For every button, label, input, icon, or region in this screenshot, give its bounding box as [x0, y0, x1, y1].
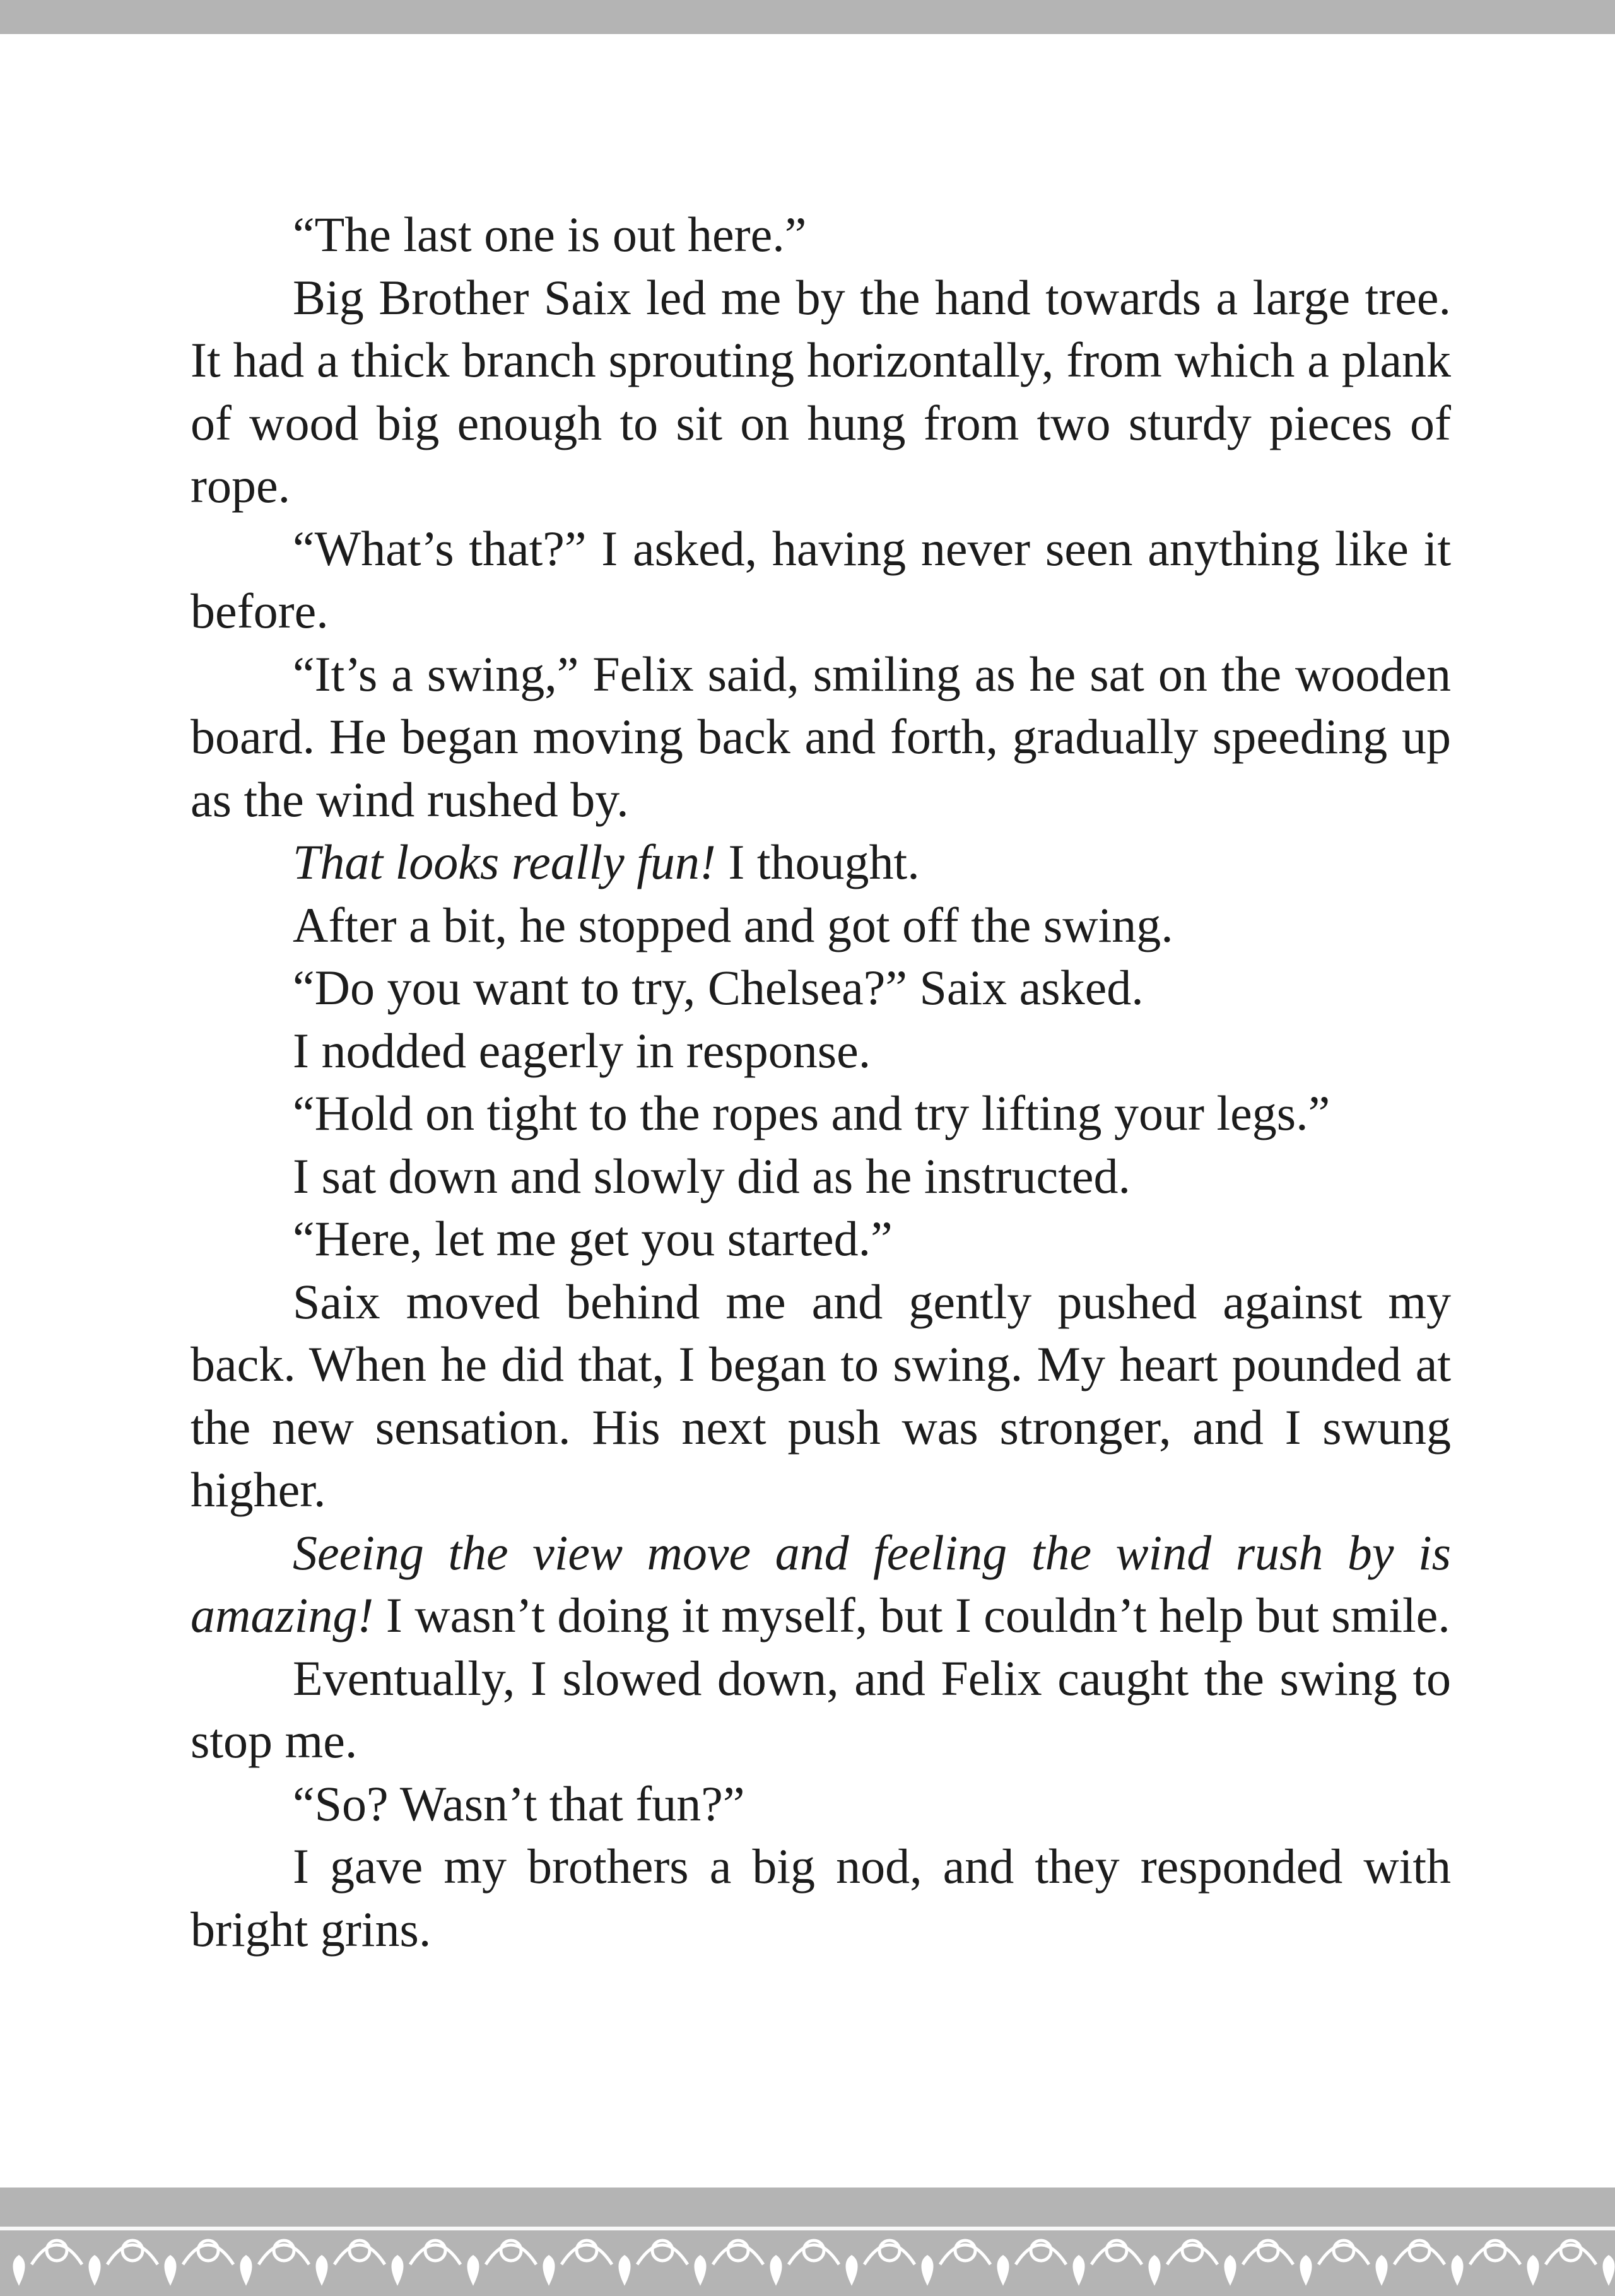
- ornament-motif: [393, 2240, 461, 2282]
- paragraph: [191, 831, 1451, 894]
- ornament-motif: [1604, 2240, 1615, 2282]
- paragraph: [191, 643, 1451, 831]
- paragraph: [191, 1647, 1451, 1772]
- paragraph: [191, 1521, 1451, 1647]
- ornament-motif: [90, 2240, 158, 2282]
- paragraph-text: I nodded eagerly in response.: [293, 1022, 871, 1078]
- ornament-motif: [1150, 2240, 1218, 2282]
- ornament-motif: [696, 2240, 763, 2282]
- ornament-motif: [1453, 2240, 1520, 2282]
- paragraph: [191, 1207, 1451, 1270]
- paragraph-text: “The last one is out here.”: [293, 207, 807, 262]
- ornament-motif: [1377, 2240, 1445, 2282]
- paragraph: [191, 1835, 1451, 1960]
- paragraph-text: I gave my brothers a big nod, and they responded with bright grins.: [191, 1839, 1451, 1957]
- paragraph: [191, 1082, 1451, 1145]
- ornament-motif: [1529, 2240, 1596, 2282]
- paragraph: [191, 517, 1451, 643]
- top-border-band: [0, 0, 1615, 34]
- ornament-motif: [469, 2240, 536, 2282]
- ornament-motif: [1074, 2240, 1142, 2282]
- ornament-motif: [544, 2240, 612, 2282]
- ornament-motif: [999, 2240, 1066, 2282]
- bottom-border-band: [0, 2188, 1615, 2296]
- paragraph: [191, 1270, 1451, 1521]
- italic-thought-text: That looks really fun!: [293, 835, 716, 889]
- paragraph-text: Eventually, I slowed down, and Felix caught the swing to stop me.: [191, 1650, 1451, 1768]
- paragraph-text: I wasn’t doing it myself, but I couldn’t help but smile.: [373, 1588, 1450, 1643]
- paragraph: [191, 894, 1451, 957]
- paragraph-text: I sat down and slowly did as he instructed.: [293, 1148, 1130, 1204]
- ornament-motif: [242, 2240, 309, 2282]
- paragraph: [191, 203, 1451, 266]
- paragraph: [191, 266, 1451, 517]
- ornament-motif: [1226, 2240, 1293, 2282]
- italic-thought-text: Seeing the view move and feeling the wind rush by is amazing!: [191, 1525, 1451, 1643]
- paragraph-text: “It’s a swing,” Felix said, smiling as he sat on the wooden board. He began moving back and forth, gradually speeding up as the wind rushed by.: [191, 646, 1451, 827]
- paragraph-text: “Do you want to try, Chelsea?” Saix asked.: [293, 960, 1144, 1015]
- ornament-motif: [620, 2240, 688, 2282]
- ornament-line: [0, 2227, 1615, 2230]
- paragraph: [191, 956, 1451, 1019]
- ornament-motif: [15, 2240, 82, 2282]
- page-body-text: [191, 203, 1451, 1960]
- ornamental-border-pattern: [0, 2188, 1615, 2296]
- paragraph: [191, 1772, 1451, 1836]
- paragraph-text: Big Brother Saix led me by the hand towards a large tree. It had a thick branch sprouting horizontally, from which a plank of wood big enough to sit on hung from two sturdy pieces of rope.: [191, 269, 1451, 513]
- paragraph-text: “Here, let me get you started.”: [293, 1211, 893, 1266]
- paragraph-text: “What’s that?” I asked, having never seen anything like it before.: [191, 520, 1451, 638]
- paragraph-text: “So? Wasn’t that fun?”: [293, 1776, 745, 1831]
- paragraph-text: Saix moved behind me and gently pushed against my back. When he did that, I began to swing. My heart pounded at the new sensation. His next push was stronger, and I swung higher.: [191, 1274, 1451, 1517]
- paragraph: [191, 1019, 1451, 1082]
- paragraph: [191, 1145, 1451, 1208]
- ornament-motif: [847, 2240, 915, 2282]
- ornament-motif: [317, 2240, 385, 2282]
- paragraph-text: After a bit, he stopped and got off the swing.: [293, 897, 1173, 952]
- ornament-motif: [166, 2240, 233, 2282]
- ornament-motif: [923, 2240, 990, 2282]
- paragraph-text: I thought.: [715, 835, 920, 889]
- ornament-motif: [772, 2240, 839, 2282]
- paragraph-text: “Hold on tight to the ropes and try lifting your legs.”: [293, 1086, 1330, 1140]
- ornament-motif: [1301, 2240, 1369, 2282]
